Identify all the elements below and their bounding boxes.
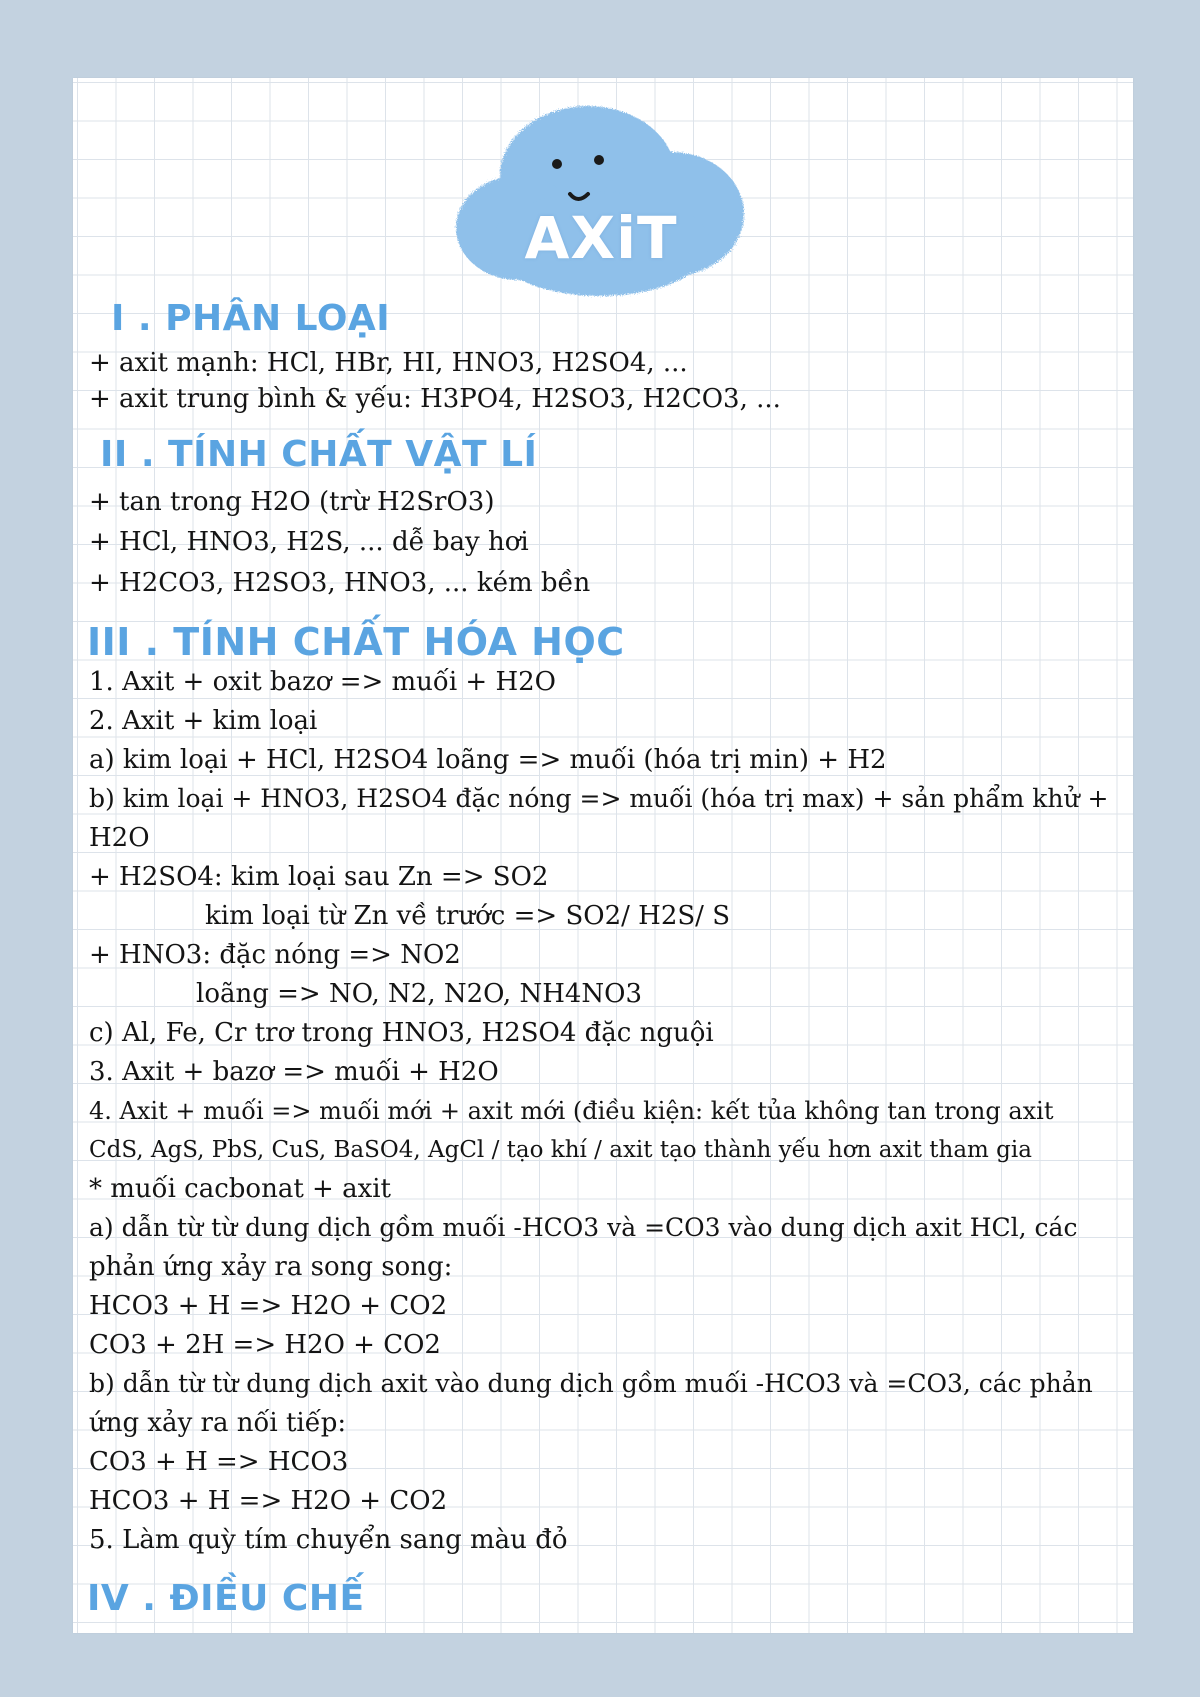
section-heading-preparation: IV . ĐIỀU CHẾ: [87, 1578, 365, 1619]
text-line: 2. Axit + kim loại: [89, 706, 318, 736]
page-title: AXiT: [524, 204, 678, 272]
text-line: b) kim loại + HNO3, H2SO4 đặc nóng => muối (hóa trị max) + sản phẩm khử +: [89, 784, 1109, 813]
text-line: kim loại từ Zn về trước => SO2/ H2S/ S: [205, 901, 731, 931]
text-line: H2O: [89, 823, 150, 853]
text-line: + HNO3: đặc nóng => NO2: [89, 940, 461, 970]
text-line: phản ứng xảy ra song song:: [89, 1252, 453, 1282]
text-line: 1. Axit + oxit bazơ => muối + H2O: [89, 667, 556, 697]
text-line: HCO3 + H => H2O + CO2: [89, 1291, 448, 1321]
text-line: loãng => NO, N2, N2O, NH4NO3: [196, 979, 643, 1009]
text-line: + tan trong H2O (trừ H2SrO3): [89, 487, 495, 517]
title-cloud: [450, 96, 752, 301]
text-line: b) dẫn từ từ dung dịch axit vào dung dịch gồm muối -HCO3 và =CO3, các phản: [89, 1369, 1093, 1398]
text-line: + H2CO3, H2SO3, HNO3, ... kém bền: [89, 568, 591, 598]
text-line: a) kim loại + HCl, H2SO4 loãng => muối (hóa trị min) + H2: [89, 745, 887, 775]
text-line: CdS, AgS, PbS, CuS, BaSO4, AgCl / tạo khí / axit tạo thành yếu hơn axit tham gia: [89, 1137, 1032, 1163]
text-line: 5. Làm quỳ tím chuyển sang màu đỏ: [89, 1525, 568, 1555]
text-line: a) dẫn từ từ dung dịch gồm muối -HCO3 và =CO3 vào dung dịch axit HCl, các: [89, 1213, 1078, 1242]
text-line: HCO3 + H => H2O + CO2: [89, 1486, 448, 1516]
text-line: CO3 + H => HCO3: [89, 1447, 349, 1477]
text-line: + H2SO4: kim loại sau Zn => SO2: [89, 862, 549, 892]
text-line: c) Al, Fe, Cr trơ trong HNO3, H2SO4 đặc nguội: [89, 1018, 714, 1048]
section-heading-classification: I . PHÂN LOẠI: [111, 298, 391, 339]
text-line: * muối cacbonat + axit: [89, 1174, 392, 1204]
text-line: 4. Axit + muối => muối mới + axit mới (điều kiện: kết tủa không tan trong axit: [89, 1097, 1054, 1125]
text-line: + axit trung bình & yếu: H3PO4, H2SO3, H2CO3, ...: [89, 384, 781, 414]
text-line: 3. Axit + bazơ => muối + H2O: [89, 1057, 499, 1087]
text-line: ứng xảy ra nối tiếp:: [89, 1408, 347, 1438]
section-heading-chemical-properties: III . TÍNH CHẤT HÓA HỌC: [87, 620, 625, 664]
text-line: CO3 + 2H => H2O + CO2: [89, 1330, 441, 1360]
text-line: + axit mạnh: HCl, HBr, HI, HNO3, H2SO4, ...: [89, 348, 688, 378]
text-line: + HCl, HNO3, H2S, ... dễ bay hơi: [89, 527, 529, 557]
section-heading-physical-properties: II . TÍNH CHẤT VẬT LÍ: [100, 434, 538, 475]
